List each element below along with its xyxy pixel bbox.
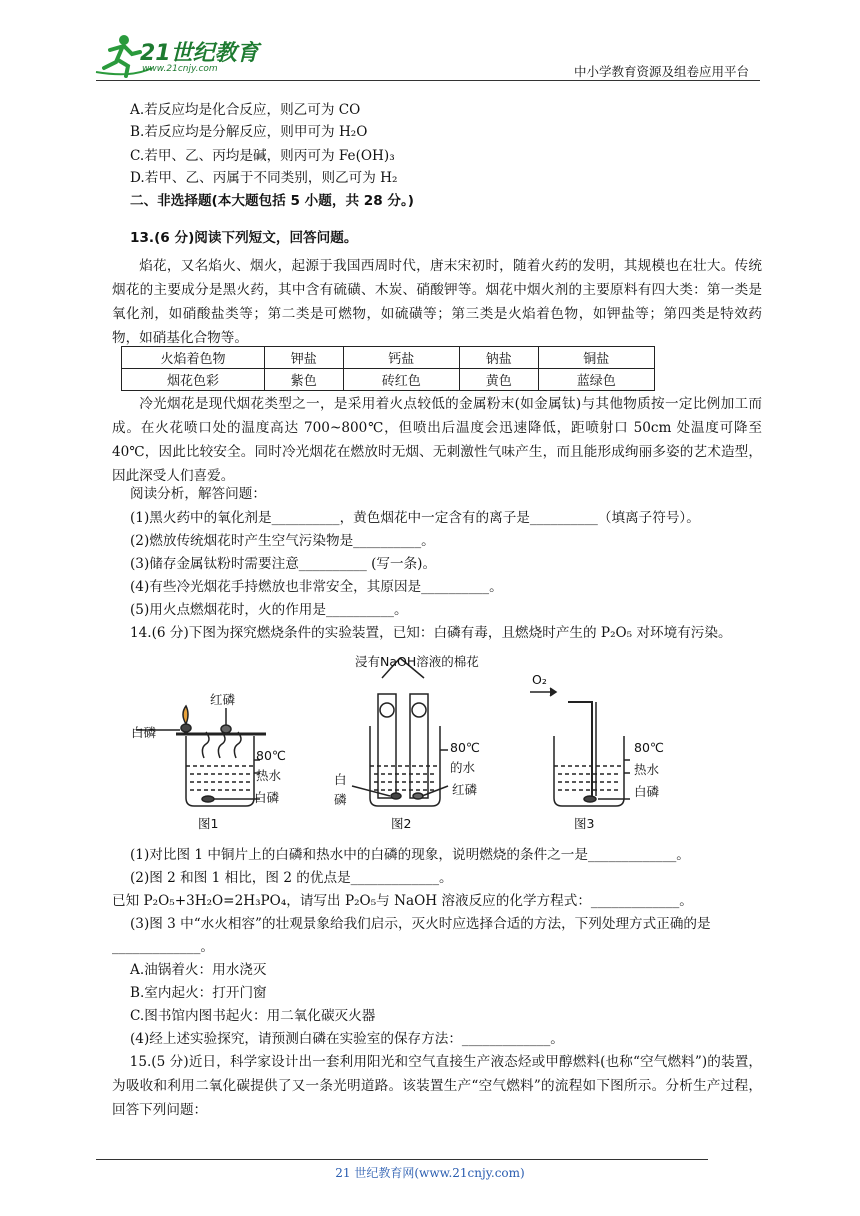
label-white-phosphorus-3: 白磷: [634, 784, 660, 799]
platform-name: 中小学教育资源及组卷应用平台: [574, 64, 750, 79]
figure-3-caption: 图3: [574, 816, 595, 831]
label-white-phosphorus-1b: 白磷: [254, 790, 280, 805]
header-rule: [96, 80, 760, 81]
table-cell: 钾盐: [265, 347, 344, 369]
q14-question-3-blank: _____________。: [112, 939, 214, 955]
label-red-phosphorus-1: 红磷: [210, 692, 236, 707]
color-table: [121, 346, 655, 391]
q13-question-3: (3)储存金属钛粉时需要注意__________ (写一条)。: [130, 556, 437, 572]
q14-question-2: (2)图 2 和图 1 相比，图 2 的优点是_____________。: [130, 870, 453, 886]
label-water-2: 的水: [450, 760, 476, 775]
section-heading: 二、非选择题(本大题包括 5 小题，共 28 分。): [130, 193, 415, 209]
logo-text: 21世纪教育: [140, 41, 259, 66]
q13-title: 13.(6 分)阅读下列短文，回答问题。: [130, 230, 358, 246]
label-temp-1: 80℃: [256, 748, 286, 763]
option-a: A.若反应均是化合反应，则乙可为 CO: [130, 102, 361, 118]
q13-paragraph-2: 冷光烟花是现代烟花类型之一，是采用着火点较低的金属粉末(如金属钛)与其他物质按一定比例加工而成。在火花喷口处的温度高达 700~800℃，但喷出后温度会迅速降低，距喷射口 50cm 处温度可降至 40℃，因此比较安全。同时冷光烟花在燃放时无烟、无刺激性气味产生，而且能形成绚丽多姿的艺术造型，因此深受人们喜爱。: [112, 396, 762, 484]
table-row: [122, 347, 655, 369]
label-hot-water-1: 热水: [256, 768, 282, 783]
q14-question-2b: 已知 P₂O₅+3H₂O=2H₃PO₄，请写出 P₂O₅与 NaOH 溶液反应的化学方程式：_____________。: [112, 893, 693, 909]
q14-option-b: B.室内起火：打开门窗: [130, 985, 267, 1001]
label-hot-water-3: 热水: [634, 762, 660, 777]
table-cell: 黄色: [459, 369, 538, 391]
table-cell: 钙盐: [343, 347, 459, 369]
option-b: B.若反应均是分解反应，则甲可为 H₂O: [130, 124, 368, 140]
table-cell: 烟花色彩: [122, 369, 265, 391]
footer-text: 21 世纪教育网(www.21cnjy.com): [335, 1166, 525, 1180]
label-o2: O₂: [532, 672, 547, 687]
q15-text: 15.(5 分)近日，科学家设计出一套利用阳光和空气直接生产液态烃或甲醇燃料(也称“空气燃料”)的装置，为吸收和利用二氧化碳提供了又一条光明道路。该装置生产“空气燃料”的流程如下图所示。分析生产过程，回答下列问题：: [112, 1054, 762, 1118]
q13-question-2: (2)燃放传统烟花时产生空气污染物是__________。: [130, 533, 435, 549]
table-cell: 铜盐: [538, 347, 654, 369]
q14-question-1: (1)对比图 1 中铜片上的白磷和热水中的白磷的现象，说明燃烧的条件之一是_____________。: [130, 847, 690, 863]
q13-question-4: (4)有些冷光烟花手持燃放也非常安全，其原因是__________。: [130, 579, 503, 595]
q13-question-5: (5)用火点燃烟花时，火的作用是__________。: [130, 602, 408, 618]
table-cell: 蓝绿色: [538, 369, 654, 391]
q14-option-c: C.图书馆内图书起火：用二氧化碳灭火器: [130, 1008, 376, 1024]
table-cell: 钠盐: [459, 347, 538, 369]
q14-title: 14.(6 分)下图为探究燃烧条件的实验装置，已知：白磷有毒，且燃烧时产生的 P₂O₅ 对环境有污染。: [130, 625, 732, 641]
q14-option-a: A.油锅着火：用水浇灭: [130, 962, 267, 978]
label-white-2a: 白: [334, 772, 347, 787]
figure-2-caption: 图2: [391, 816, 412, 831]
q13-question-1: (1)黑火药中的氧化剂是__________，黄色烟花中一定含有的离子是__________（填离子符号）。: [130, 510, 700, 526]
experiment-figure: [120, 648, 720, 838]
label-red-phosphorus-2: 红磷: [452, 782, 478, 797]
logo-url: www.21cnjy.com: [142, 64, 218, 74]
label-temp-3: 80℃: [634, 740, 664, 755]
q14-question-4: (4)经上述实验探究，请预测白磷在实验室的保存方法：_____________。: [130, 1031, 564, 1047]
option-c: C.若甲、乙、丙均是碱，则丙可为 Fe(OH)₃: [130, 148, 395, 164]
table-row: [122, 369, 655, 391]
q13-paragraph-1: 焰花，又名焰火、烟火，起源于我国西周时代，唐末宋初时，随着火药的发明，其规模也在壮大。传统烟花的主要成分是黑火药，其中含有硫磺、木炭、硝酸钾等。烟花中烟火剂的主要原料有四大类：第一类是氧化剂，如硝酸盐类等；第二类是可燃物，如硫磺等；第三类是火焰着色物，如钾盐等；第四类是特效药物，如硝基化合物等。: [112, 258, 762, 346]
q14-question-3: (3)图 3 中“水火相容”的壮观景象给我们启示，灭火时应选择合适的方法，下列处理方式正确的是: [130, 916, 711, 932]
figure-1-caption: 图1: [198, 816, 219, 831]
experiment-diagram-icon: [120, 648, 720, 838]
q13-intro: 阅读分析，解答问题：: [130, 486, 266, 502]
label-cotton: 浸有NaOH溶液的棉花: [355, 654, 479, 669]
footer-rule: [96, 1159, 708, 1160]
label-white-phosphorus-1: 白磷: [131, 725, 157, 740]
table-cell: 紫色: [265, 369, 344, 391]
label-white-2b: 磷: [334, 792, 347, 807]
table-cell: 火焰着色物: [122, 347, 265, 369]
table-cell: 砖红色: [343, 369, 459, 391]
label-temp-2: 80℃: [450, 740, 480, 755]
option-d: D.若甲、乙、丙属于不同类别，则乙可为 H₂: [130, 170, 398, 186]
